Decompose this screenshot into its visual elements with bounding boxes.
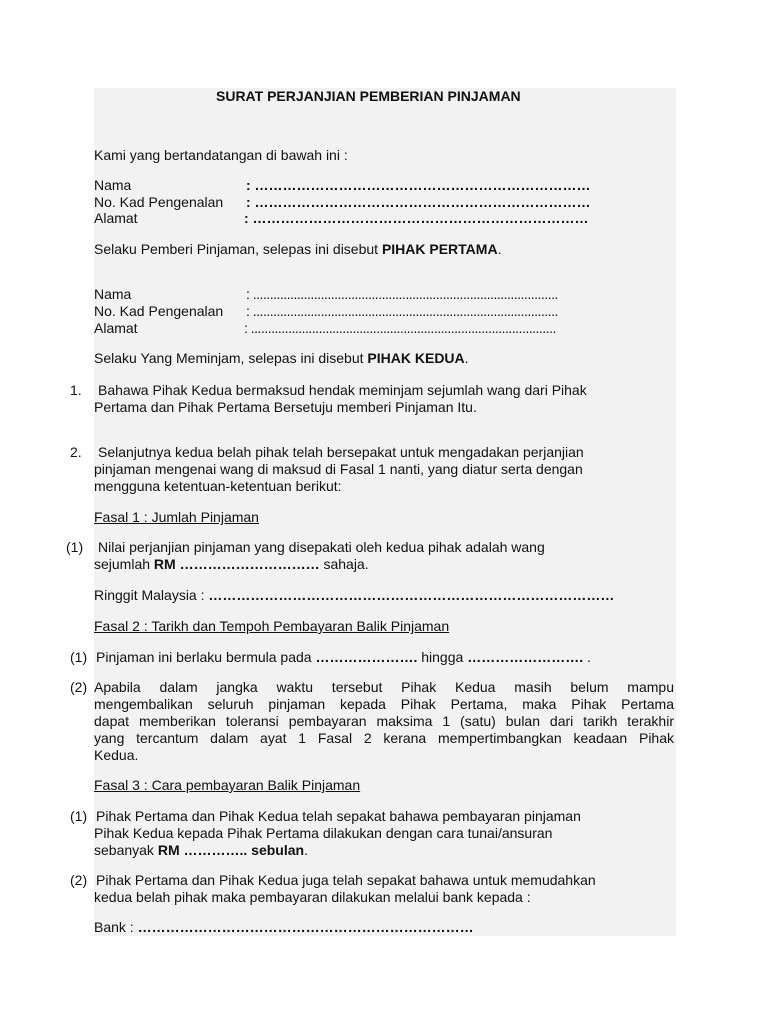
fasal2-item2-line: yang tercantum dalam ayat 1 Fasal 2 kerana mempertimbangkan keadaan Pihak [94, 730, 674, 746]
page-title: SURAT PERJANJIAN PEMBERIAN PINJAMAN [216, 88, 521, 104]
fasal2-item1-number: (1) [70, 649, 88, 665]
fasal3-item2-line2: kedua belah pihak maka pembayaran dilakukan melalui bank kepada : [94, 889, 531, 905]
point2-line2: pinjaman mengenai wang di maksud di Fasal 1 nanti, yang diatur serta dengan [94, 461, 583, 477]
fasal3-heading: Fasal 3 : Cara pembayaran Balik Pinjaman [94, 777, 361, 793]
party1-role: Selaku Pemberi Pinjaman, selepas ini disebut PIHAK PERTAMA. [94, 241, 502, 257]
point2-number: 2. [70, 444, 82, 460]
point1-line1: Bahawa Pihak Kedua bermaksud hendak meminjam sejumlah wang dari Pihak [98, 382, 587, 398]
party2-address-field: : .......................................................................................... [244, 320, 556, 336]
fasal2-item2-line: mengembalikan seluruh pinjaman kepada Pihak Pertama, maka Pihak Pertama [94, 696, 674, 712]
point2-line1: Selanjutnya kedua belah pihak telah bersepakat untuk mengadakan perjanjian [98, 444, 584, 460]
fasal3-item2-line1: Pihak Pertama dan Pihak Kedua juga telah sepakat bahawa untuk memudahkan [96, 872, 596, 888]
party2-name-label: Nama [94, 286, 132, 302]
fasal2-item2-paragraph [94, 679, 674, 764]
party2-role: Selaku Yang Meminjam, selepas ini disebut PIHAK KEDUA. [94, 350, 469, 366]
fasal3-item1-line1: Pihak Pertama dan Pihak Kedua telah sepakat bahawa pembayaran pinjaman [96, 808, 581, 824]
fasal1-item1-number: (1) [66, 539, 84, 555]
point1-number: 1. [70, 382, 82, 398]
fasal1-heading: Fasal 1 : Jumlah Pinjaman [94, 509, 259, 525]
fasal3-item1-line3: sebanyak RM ………….. sebulan. [94, 842, 308, 858]
fasal2-heading: Fasal 2 : Tarikh dan Tempoh Pembayaran Balik Pinjaman [94, 618, 450, 634]
point2-line3: mengguna ketentuan-ketentuan berikut: [94, 478, 342, 494]
party1-name-field: : ……………………………………………………………… [246, 177, 591, 193]
party2-ic-field: : .......................................................................................... [246, 303, 558, 319]
party1-name-label: Nama [94, 177, 132, 193]
fasal3-item1-line2: Pihak Kedua kepada Pihak Pertama dilakukan dengan cara tunai/ansuran [94, 825, 553, 841]
fasal3-item2-number: (2) [70, 872, 88, 888]
fasal1-item1-line1: Nilai perjanjian pinjaman yang disepakati oleh kedua pihak adalah wang [98, 539, 545, 555]
ringgit-malaysia-line: Ringgit Malaysia : …………………………………………………………………………… [94, 587, 615, 603]
fasal2-item2-line: Apabila dalam jangka waktu tersebut Pihak Kedua masih belum mampu [94, 679, 674, 695]
party1-address-label: Alamat [94, 210, 138, 226]
intro-text: Kami yang bertandatangan di bawah ini : [94, 147, 348, 163]
party1-address-field: : ……………………………………………………………… [244, 210, 589, 226]
point1-line2: Pertama dan Pihak Pertama Bersetuju memberi Pinjaman Itu. [94, 399, 477, 415]
party1-ic-field: : ……………………………………………………………… [246, 194, 591, 210]
party2-name-field: : .......................................................................................... [246, 286, 558, 302]
party2-ic-label: No. Kad Pengenalan [94, 303, 224, 319]
fasal2-item2-number: (2) [70, 679, 88, 695]
fasal2-item2-line: dapat memberikan toleransi pembayaran maksima 1 (satu) bulan dari tarikh terakhir [94, 713, 674, 729]
bank-line: Bank : ……………………………………………………………… [94, 919, 474, 935]
party1-ic-label: No. Kad Pengenalan [94, 194, 224, 210]
fasal2-item1-text: Pinjaman ini berlaku bermula pada …………………. hingga ……………………. . [96, 649, 591, 665]
fasal2-item2-line: Kedua. [94, 747, 139, 763]
fasal3-item1-number: (1) [70, 808, 88, 824]
party2-address-label: Alamat [94, 320, 138, 336]
fasal1-item1-line2: sejumlah RM ………………………… sahaja. [94, 556, 369, 572]
